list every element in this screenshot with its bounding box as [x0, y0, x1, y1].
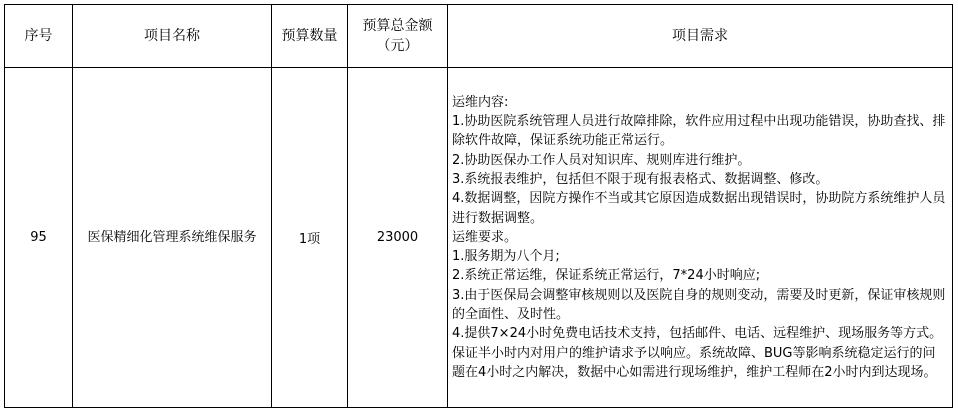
- header-requirements: 项目需求: [448, 5, 953, 68]
- cell-requirements: [448, 68, 953, 408]
- table-row: [5, 68, 953, 408]
- requirements-line: 运维内容:: [452, 94, 509, 110]
- cell-amount: 23000: [348, 68, 448, 408]
- table-header-row: [5, 5, 953, 68]
- requirements-line: 2.系统正常运维，保证系统正常运行，7*24小时响应;: [452, 268, 761, 284]
- cell-quantity: 1项: [272, 68, 348, 408]
- header-amount-line1: 预算总金额: [362, 18, 433, 34]
- header-name: 项目名称: [73, 5, 272, 68]
- header-index: 序号: [5, 5, 73, 68]
- requirements-line: 1.服务期为八个月;: [452, 249, 560, 265]
- header-amount-line2: （元）: [376, 38, 419, 54]
- requirements-line: 4.数据调整，因院方操作不当或其它原因造成数据出现错误时，协助院方系统维护人员进行数据调整。: [452, 191, 946, 226]
- header-quantity: 预算数量: [272, 5, 348, 68]
- requirements-line: 运维要求。: [452, 229, 518, 245]
- requirements-line: 3.由于医保局会调整审核规则以及医院自身的规则变动，需要及时更新，保证审核规则的全面性、及时性。: [452, 287, 946, 323]
- header-amount: [348, 5, 448, 68]
- requirements-line: 1.协助医院系统管理人员进行故障排除，软件应用过程中出现功能错误，协助查找、排除软件故障，保证系统功能正常运行。: [452, 114, 946, 149]
- requirements-line: 3.系统报表维护，包括但不限于现有报表格式、数据调整、修改。: [452, 171, 829, 187]
- budget-table: [4, 4, 953, 408]
- requirements-line: 4.提供7×24小时免费电话技术支持，包括邮件、电话、远程维护、现场服务等方式。保证半小时内对用户的维护请求予以响应。系统故障、BUG等影响系统稳定运行的问题在4小时之内解决，数据中心如需进行现场维护，维护工程师在2小时内到达现场。: [452, 326, 943, 380]
- requirements-line: 2.协助医保办工作人员对知识库、规则库进行维护。: [452, 152, 751, 168]
- cell-index: 95: [5, 68, 73, 408]
- cell-name: 医保精细化管理系统维保服务: [73, 68, 272, 408]
